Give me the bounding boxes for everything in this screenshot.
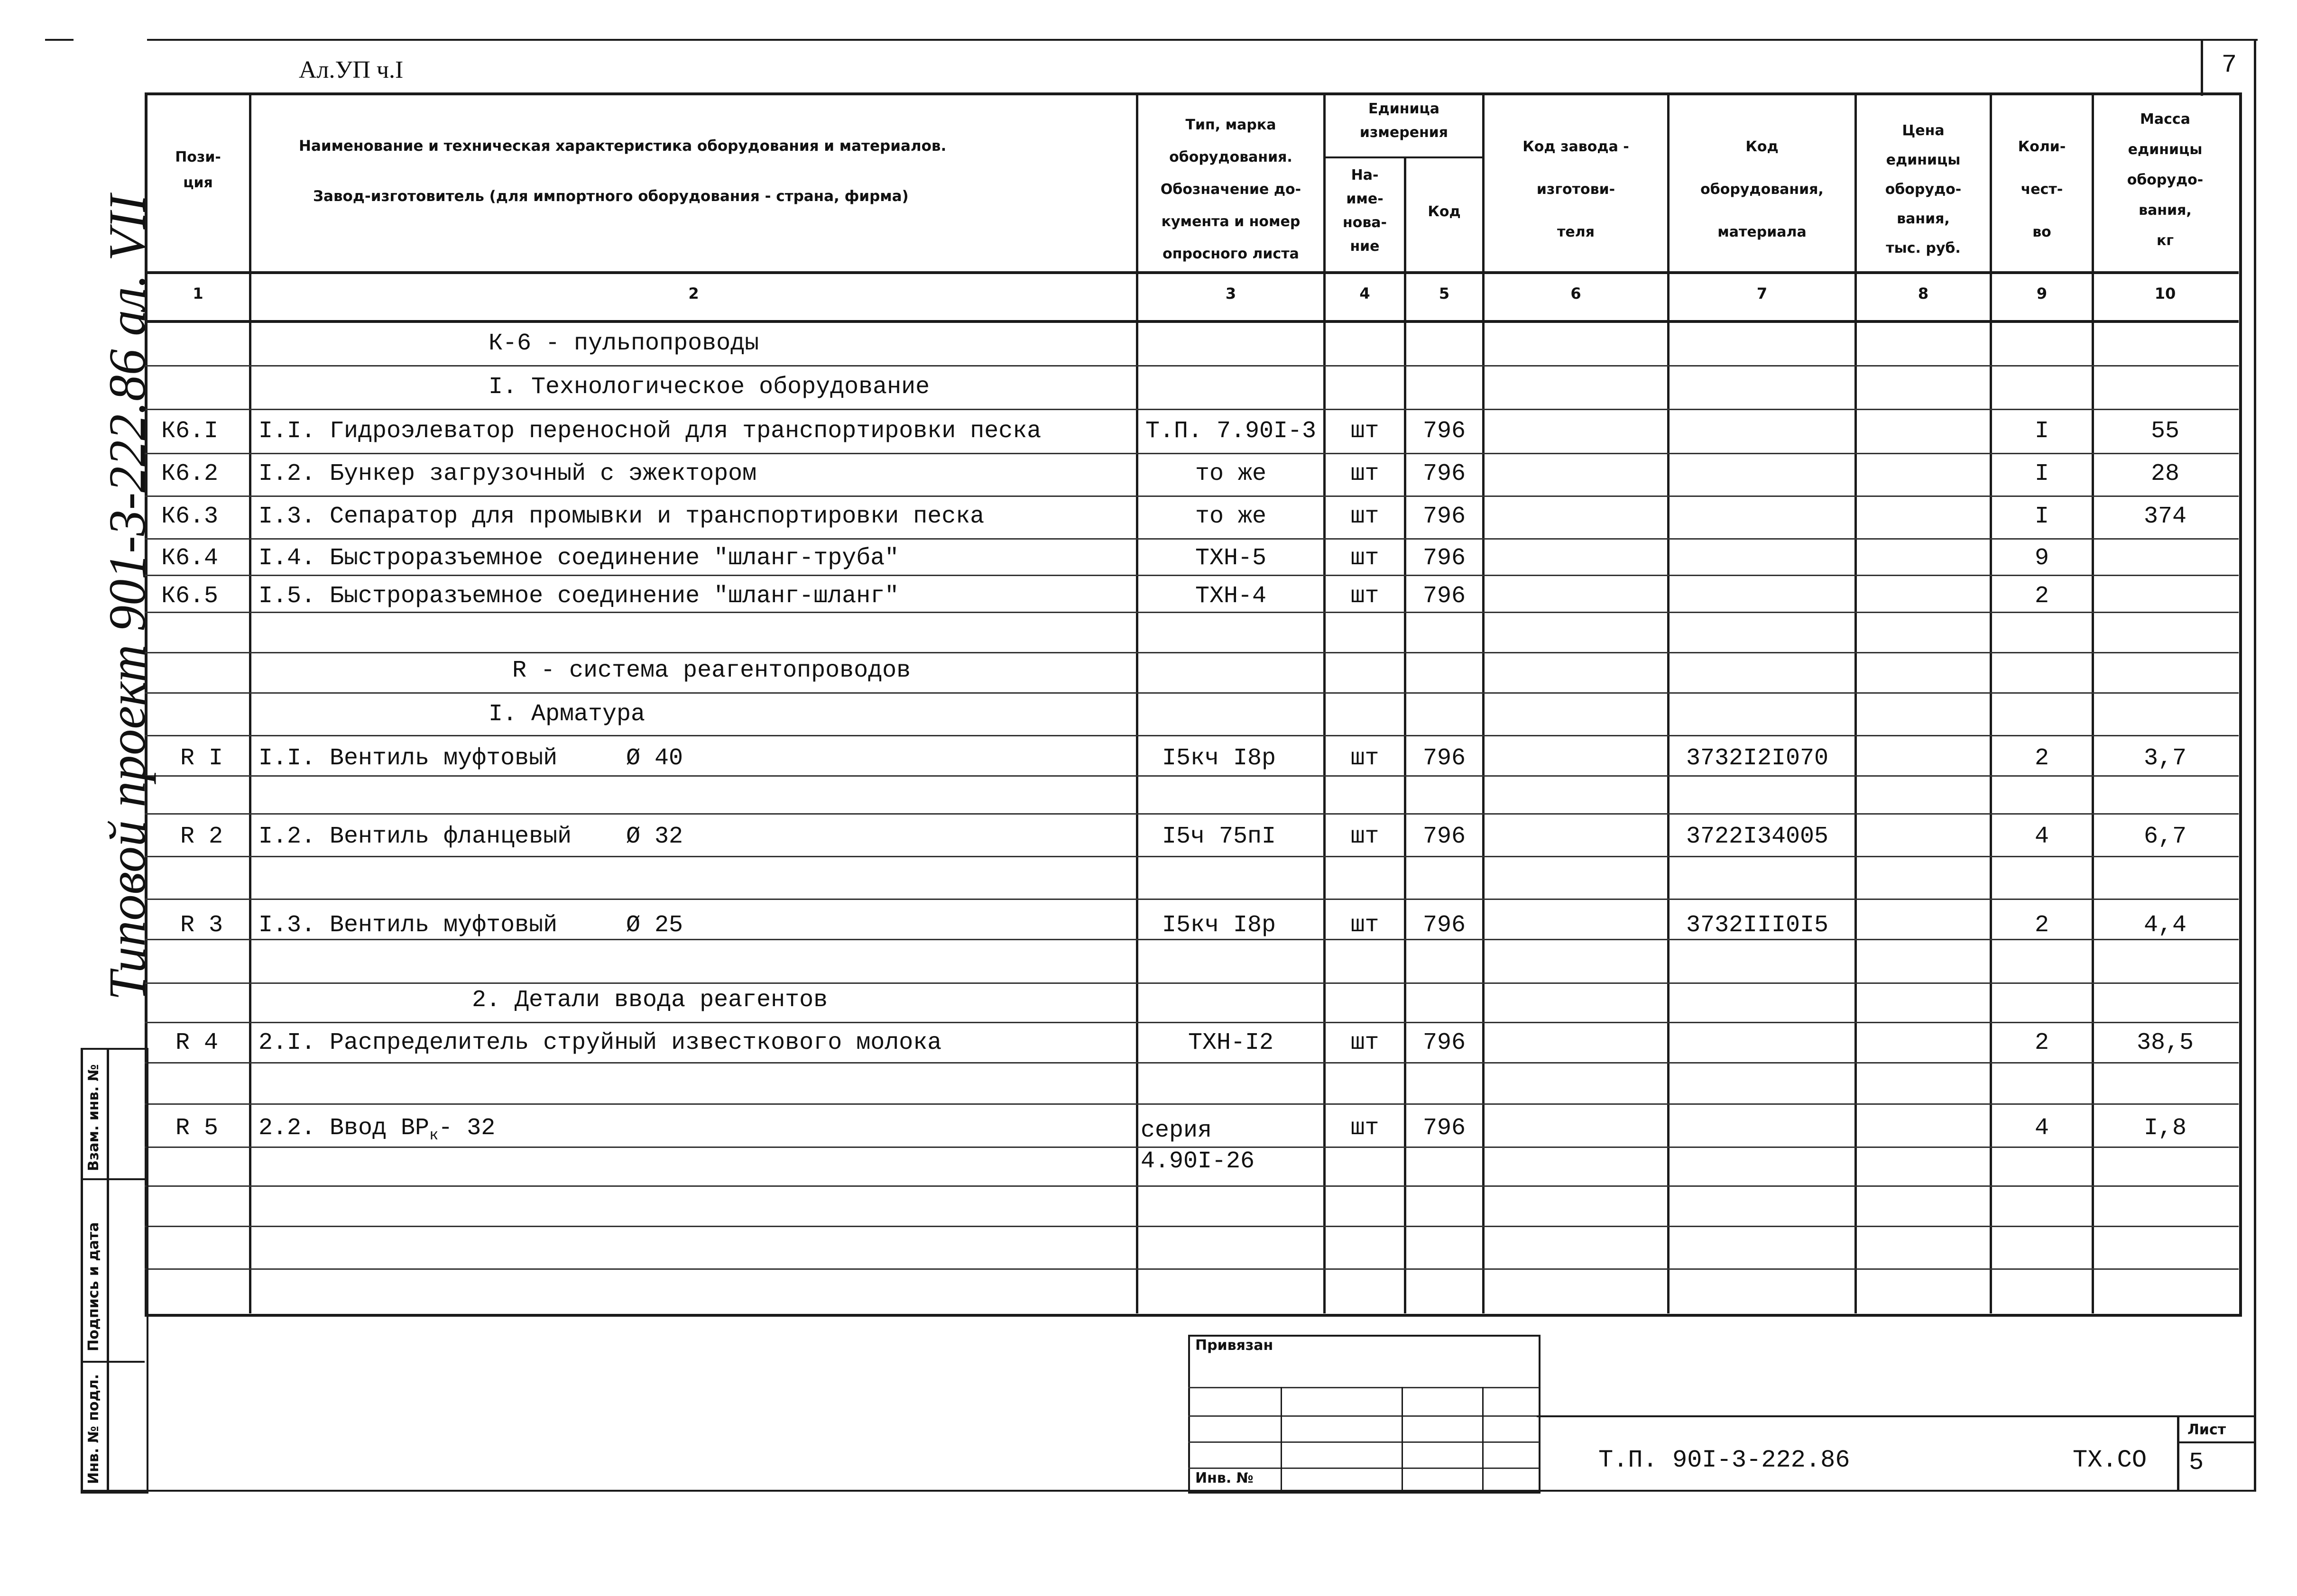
row-line [145,982,2239,984]
row-line [145,1226,2239,1227]
table-row-quantity: 2 [2034,745,2049,772]
row-line [145,856,2239,857]
page-number-box-line [2201,39,2203,96]
table-row-equipment-code: 3722I34005 [1686,823,1829,850]
table-row-unit-code: 796 [1422,1029,1466,1056]
table-row-type: I5кч I8р [1162,912,1276,939]
table-row-mass: 28 [2150,460,2179,487]
table-row-name: I.2. Вентиль фланцевый [258,823,572,850]
table-row-type: I5ч 75пI [1162,823,1276,850]
table-row-unit-code: 796 [1422,545,1466,572]
table-row-type-series: 4.90I-26 [1141,1148,1255,1175]
table-row-quantity: 2 [2034,583,2049,610]
table-row-unit: шт [1350,1029,1379,1056]
stamp-vline [1482,1387,1484,1490]
row-line [145,612,2239,613]
col-number: 1 [193,284,203,303]
table-row-unit: шт [1350,823,1379,850]
table-row-position: К6.5 [161,583,219,610]
section-title: R - система реагентопроводов [512,657,911,684]
row-line [145,409,2239,410]
table-row-name: I.I. Гидроэлеватор переносной для транспортировки песка [258,418,1042,445]
table-row-type: ТХН-5 [1195,545,1267,572]
table-row-position: R 2 [180,823,223,850]
table-row-quantity: I [2034,503,2049,530]
col-line-1 [249,92,251,1313]
table-row-unit-code: 796 [1422,1115,1466,1142]
header-type: Тип, марка оборудования. Обозначение до- кумента и номер опросного листа [1160,117,1301,262]
inventory-label: Инв. № [1195,1470,1254,1486]
col-number: 5 [1439,284,1450,303]
number-row-bottom-line [145,320,2239,323]
left-tick [45,39,74,41]
table-row-equipment-code: 3732III0I5 [1686,912,1829,939]
sheet-number: 5 [2189,1449,2204,1477]
table-row-name: 2.I. Распределитель струйный известкового молока [258,1029,942,1056]
table-row-mass: 6,7 [2143,823,2186,850]
row-line [145,1062,2239,1064]
table-row-position: R 5 [175,1115,219,1142]
col-number: 9 [2036,284,2048,303]
table-row-position: К6.2 [161,460,219,487]
col-number: 8 [1918,284,1929,303]
stamp-line [1188,1441,1539,1443]
col-line-6 [1667,92,1670,1313]
row-line [145,1268,2239,1270]
sheet-box-line [2177,1415,2179,1490]
top-border [147,39,2258,41]
table-row-unit-code: 796 [1422,745,1466,772]
header-unit: Единица измерения [1359,101,1448,141]
table-row-position: К6.4 [161,545,219,572]
table-row-name: I.5. Быстроразъемное соединение "шланг-шланг" [258,583,899,610]
header-name: Наименование и техническая характеристика оборудования и материалов. Завод-изготовитель (для импортного оборудования - страна, фирма) [299,138,947,205]
col-number: 4 [1359,284,1370,303]
header-factory-code: Код завода - изготови- теля [1522,138,1629,240]
col-number: 2 [688,284,699,303]
table-row-unit: шт [1350,1115,1379,1142]
table-row-name: I.2. Бункер загрузочный с эжектором [258,460,757,487]
table-row-position: К6.3 [161,503,219,530]
table-row-name: I.3. Сепаратор для промывки и транспортировки песка [258,503,985,530]
table-row-quantity: I [2034,418,2049,445]
table-row-position: К6.I [161,418,219,445]
table-row-unit-code: 796 [1422,583,1466,610]
header-price: Цена единицы оборудо- вания, тыс. руб. [1885,122,1962,257]
section-title: I. Технологическое оборудование [489,374,930,401]
side-project-stamp: Типовой проект 901-3-222.86 ал. VII [98,194,156,1000]
table-row-mass: 4,4 [2143,912,2186,939]
table-row-type: серия [1141,1117,1212,1144]
side-label-divider [107,1048,109,1490]
bound-label: Привязан [1195,1337,1273,1354]
row-line [145,538,2239,540]
table-row-position: R I [180,745,223,772]
row-line [145,813,2239,815]
table-row-mass: I,8 [2143,1115,2186,1142]
header-mass: Масса единицы оборудо- вания, кг [2127,111,2204,249]
side-label-original-inv: Инв. № подл. [85,1374,102,1484]
table-row-unit: шт [1350,503,1379,530]
stamp-vline [1281,1387,1282,1490]
table-row-mass: 374 [2143,503,2186,530]
table-row-quantity: 4 [2034,823,2049,850]
header-bottom-line [145,271,2239,274]
table-row-unit: шт [1350,745,1379,772]
title-block-top [1537,1415,2256,1417]
table-row-unit-code: 796 [1422,823,1466,850]
row-line [145,1103,2239,1105]
table-row-equipment-code: 3732I2I070 [1686,745,1829,772]
section-title: I. Арматура [489,701,646,728]
side-label-replace-inv: Взам. инв. № [85,1064,102,1171]
table-row-unit: шт [1350,912,1379,939]
unit-header-line [1323,156,1482,158]
col-number: 7 [1756,284,1768,303]
row-line [145,692,2239,694]
table-row-quantity: I [2034,460,2049,487]
header-unit-name: На- име- нова- ние [1342,167,1387,255]
album-title: Ал.УП ч.I [299,56,404,83]
table-row-unit: шт [1350,583,1379,610]
col-number: 6 [1570,284,1581,303]
header-unit-code: Код [1428,203,1461,220]
table-row-diameter: Ø 40 [626,745,683,772]
table-row-position: R 3 [180,912,223,939]
table-row-unit-code: 796 [1422,912,1466,939]
right-border [2254,39,2256,1490]
table-row-diameter: Ø 32 [626,823,683,850]
stamp-line [1188,1415,1539,1417]
table-row-type: Т.П. 7.90I-3 [1145,418,1317,445]
section-title: К-6 - пульпопроводы [489,330,759,357]
table-row-quantity: 9 [2034,545,2049,572]
table-row-name: I.I. Вентиль муфтовый [258,745,558,772]
table-row-unit-code: 796 [1422,460,1466,487]
table-row-name: I.3. Вентиль муфтовый [258,912,558,939]
table-row-unit: шт [1350,418,1379,445]
row-line [145,1022,2239,1023]
sheet-box-line-h [2177,1441,2256,1443]
row-line [145,453,2239,454]
col-number: 3 [1225,284,1236,303]
document-mark: ТХ.СО [2073,1446,2147,1474]
table-row-type: I5кч I8р [1162,745,1276,772]
row-line [145,1185,2239,1187]
document-code: Т.П. 90I-3-222.86 [1598,1446,1850,1474]
row-line [145,575,2239,576]
table-row-quantity: 2 [2034,912,2049,939]
table-row-mass: 55 [2150,418,2179,445]
header-equipment-code: Код оборудования, материала [1700,138,1824,240]
stamp-line [1188,1468,1539,1469]
table-row-unit-code: 796 [1422,503,1466,530]
stamp-line [1188,1387,1539,1388]
bottom-border [81,1490,2256,1492]
table-row-name: 2.2. Ввод $ВР_к-$ 32 [258,1115,496,1144]
table-row-position: R 4 [175,1029,219,1056]
header-position: Пози- ция [175,149,221,191]
header-quantity: Коли- чест- во [2018,138,2066,240]
table-row-mass: 3,7 [2143,745,2186,772]
row-line [145,899,2239,900]
table-row-unit-code: 796 [1422,418,1466,445]
col-line-5 [1482,92,1485,1313]
row-line [145,495,2239,497]
sheet-label: Лист [2187,1422,2226,1438]
table-row-diameter: Ø 25 [626,912,683,939]
row-line [145,775,2239,777]
stamp-vline [1402,1387,1403,1490]
table-row-quantity: 4 [2034,1115,2049,1142]
side-label-signature-date: Подпись и дата [85,1222,102,1351]
col-line-2 [1136,92,1138,1313]
table-row-mass: 38,5 [2136,1029,2194,1056]
row-line [145,652,2239,653]
table-row-name: I.4. Быстроразъемное соединение "шланг-труба" [258,545,899,572]
col-number: 10 [2154,284,2176,303]
side-label-line [81,1361,145,1363]
row-line [145,735,2239,736]
table-row-unit: шт [1350,545,1379,572]
section-title: 2. Детали ввода реагентов [472,987,828,1014]
table-row-unit: шт [1350,460,1379,487]
table-row-type: то же [1195,460,1267,487]
page-number: 7 [2221,51,2237,80]
table-row-quantity: 2 [2034,1029,2049,1056]
table-row-type: ТХН-I2 [1188,1029,1274,1056]
side-label-line [81,1178,145,1180]
table-row-type: ТХН-4 [1195,583,1267,610]
col-line-7 [1854,92,1857,1313]
row-line [145,365,2239,367]
table-row-type: то же [1195,503,1267,530]
